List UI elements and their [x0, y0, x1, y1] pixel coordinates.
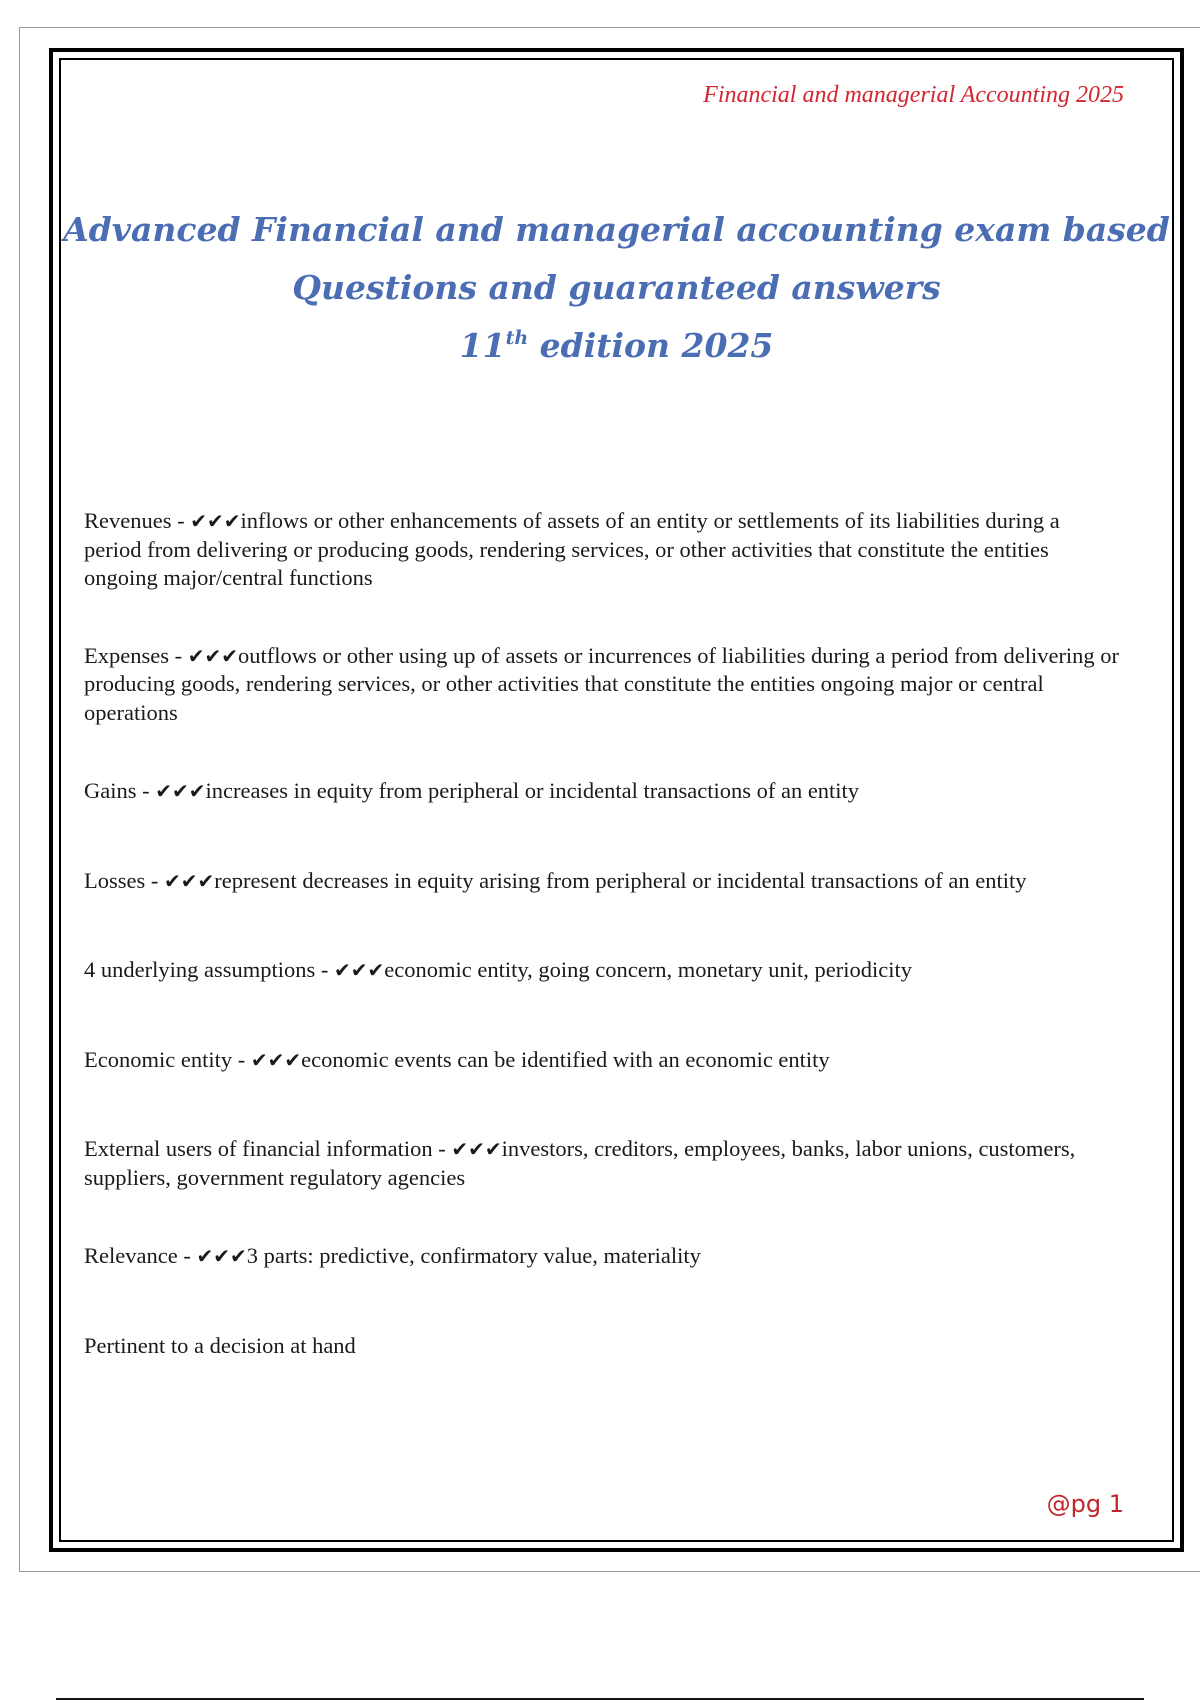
- edition-ordinal-suffix: th: [505, 327, 529, 349]
- entry-definition: investors, creditors, employees, banks, labor unions, customers, suppliers, government regulatory agencies: [84, 1136, 1076, 1190]
- entry-definition: represent decreases in equity arising from peripheral or incidental transactions of an entity: [214, 867, 1027, 893]
- entry-term: Revenues -: [84, 508, 191, 533]
- title-line-1: Advanced Financial and managerial accounting exam based: [63, 210, 1170, 249]
- entry-definition: outflows or other using up of assets or incurrences of liabilities during a period from delivering or producing goods, rendering services, or other activities that constitute the entities ongoing major or central operations: [84, 642, 1120, 725]
- entry-definition: 3 parts: predictive, confirmatory value, materiality: [246, 1243, 701, 1268]
- entry-pertinent: [84, 1332, 1122, 1361]
- title-line-2: Questions and guaranteed answers: [292, 268, 941, 307]
- edition-year: edition 2025: [528, 326, 774, 365]
- checkmarks-icon: ✔✔✔: [190, 509, 241, 533]
- entry-relevance: [84, 1242, 1122, 1271]
- entry-gains: [84, 777, 1122, 806]
- entry-underlying-assumptions: [84, 956, 1122, 985]
- checkmarks-icon: ✔✔✔: [155, 779, 206, 803]
- checkmarks-icon: ✔✔✔: [333, 958, 385, 982]
- page-border: [49, 48, 1184, 1552]
- entry-term: 4 underlying assumptions -: [84, 957, 334, 982]
- entry-definition: economic entity, going concern, monetary unit, periodicity: [384, 957, 913, 982]
- entry-term: Pertinent to a decision at hand: [84, 1332, 356, 1358]
- entry-term: Relevance -: [84, 1243, 197, 1268]
- glossary-entries: [84, 507, 1122, 1360]
- page-border-inner: [59, 58, 1174, 1542]
- entry-term: Losses -: [84, 867, 164, 893]
- entry-term: Economic entity -: [84, 1046, 251, 1072]
- entry-expenses: [84, 642, 1122, 728]
- checkmarks-icon: ✔✔✔: [187, 643, 239, 668]
- checkmarks-icon: ✔✔✔: [451, 1137, 502, 1161]
- entry-term: Gains -: [84, 778, 156, 803]
- title-line-3: [61, 317, 1172, 375]
- entry-external-users: [84, 1135, 1122, 1192]
- entry-definition: inflows or other enhancements of assets of an entity or settlements of its liabilities during a period from delivering or producing goods, rendering services, or other activities that constitute the entities ongoing major/central functions: [84, 508, 1060, 590]
- entry-losses: [84, 867, 1122, 896]
- entry-economic-entity: [84, 1046, 1122, 1075]
- checkmarks-icon: ✔✔✔: [164, 868, 215, 893]
- entry-definition: increases in equity from peripheral or incidental transactions of an entity: [205, 778, 860, 803]
- running-header: Financial and managerial Accounting 2025: [703, 82, 1124, 108]
- entry-term: External users of financial information -: [84, 1136, 452, 1161]
- entry-definition: economic events can be identified with an economic entity: [301, 1046, 830, 1072]
- checkmarks-icon: ✔✔✔: [250, 1047, 302, 1072]
- document-title: [61, 201, 1172, 375]
- entry-term: Expenses -: [84, 642, 188, 668]
- entry-revenues: [84, 507, 1122, 593]
- checkmarks-icon: ✔✔✔: [196, 1244, 247, 1268]
- page-number: @pg 1: [1046, 1490, 1124, 1518]
- edition-number: 11: [459, 326, 506, 365]
